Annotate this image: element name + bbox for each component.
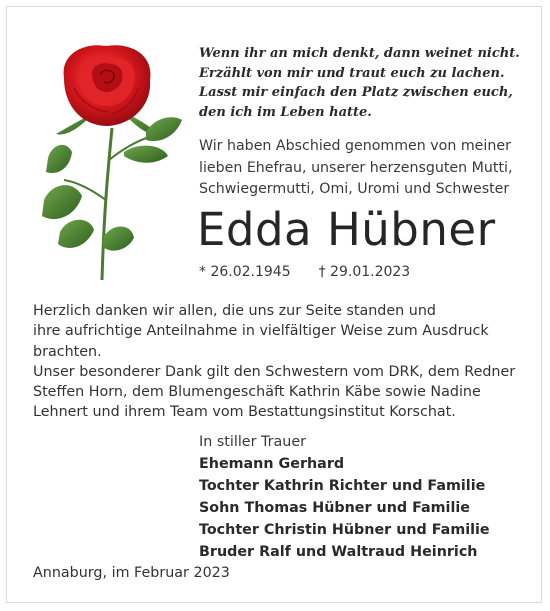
mourner-name: Ehemann Gerhard bbox=[199, 456, 345, 472]
intro-line: Wir haben Abschied genommen von meiner bbox=[199, 138, 511, 154]
thanks-line: Lehnert und ihrem Team vom Bestattungsinstitut Korschat. bbox=[33, 404, 456, 421]
thanks-line: ihre aufrichtige Anteilnahme in vielfältiger Weise zum Ausdruck bbox=[33, 323, 489, 340]
thanks-text bbox=[33, 301, 515, 423]
mourner-name: Tochter Kathrin Richter und Familie bbox=[199, 478, 486, 494]
thanks-line: Herzlich danken wir allen, die uns zur Seite standen und bbox=[33, 303, 436, 319]
poem-line: Wenn ihr an mich denkt, dann weinet nicht. bbox=[199, 46, 520, 61]
mourner-name: Sohn Thomas Hübner und Familie bbox=[199, 500, 470, 516]
mourners-list bbox=[199, 431, 490, 563]
birth-date: * 26.02.1945 bbox=[199, 264, 291, 280]
poem-line: den ich im Leben hatte. bbox=[199, 104, 372, 120]
thanks-line: Unser besonderer Dank gilt den Schwestern vom DRK, dem Redner bbox=[33, 363, 516, 380]
intro-line: lieben Ehefrau, unserer herzensguten Mutti, bbox=[199, 159, 513, 176]
place-date: Annaburg, im Februar 2023 bbox=[33, 565, 230, 581]
farewell-intro bbox=[199, 136, 512, 201]
thanks-line: brachten. bbox=[33, 343, 102, 360]
rose-flower-icon bbox=[34, 40, 184, 290]
poem-line: Erzählt von mir und traut euch zu lachen. bbox=[199, 65, 505, 81]
life-dates bbox=[199, 262, 410, 282]
mourner-name: Tochter Christin Hübner und Familie bbox=[199, 522, 490, 538]
memorial-poem bbox=[199, 44, 520, 122]
mourner-name: Bruder Ralf und Waltraud Heinrich bbox=[199, 544, 478, 560]
mourning-lead: In stiller Trauer bbox=[199, 434, 307, 450]
intro-line: Schwiegermutti, Omi, Uromi und Schwester bbox=[199, 181, 510, 197]
poem-line: Lasst mir einfach den Platz zwischen euch, bbox=[199, 85, 513, 100]
deceased-name: Edda Hübner bbox=[197, 203, 496, 256]
death-date: † 29.01.2023 bbox=[318, 264, 411, 280]
thanks-line: Steffen Horn, dem Blumengeschäft Kathrin Käbe sowie Nadine bbox=[33, 384, 481, 401]
